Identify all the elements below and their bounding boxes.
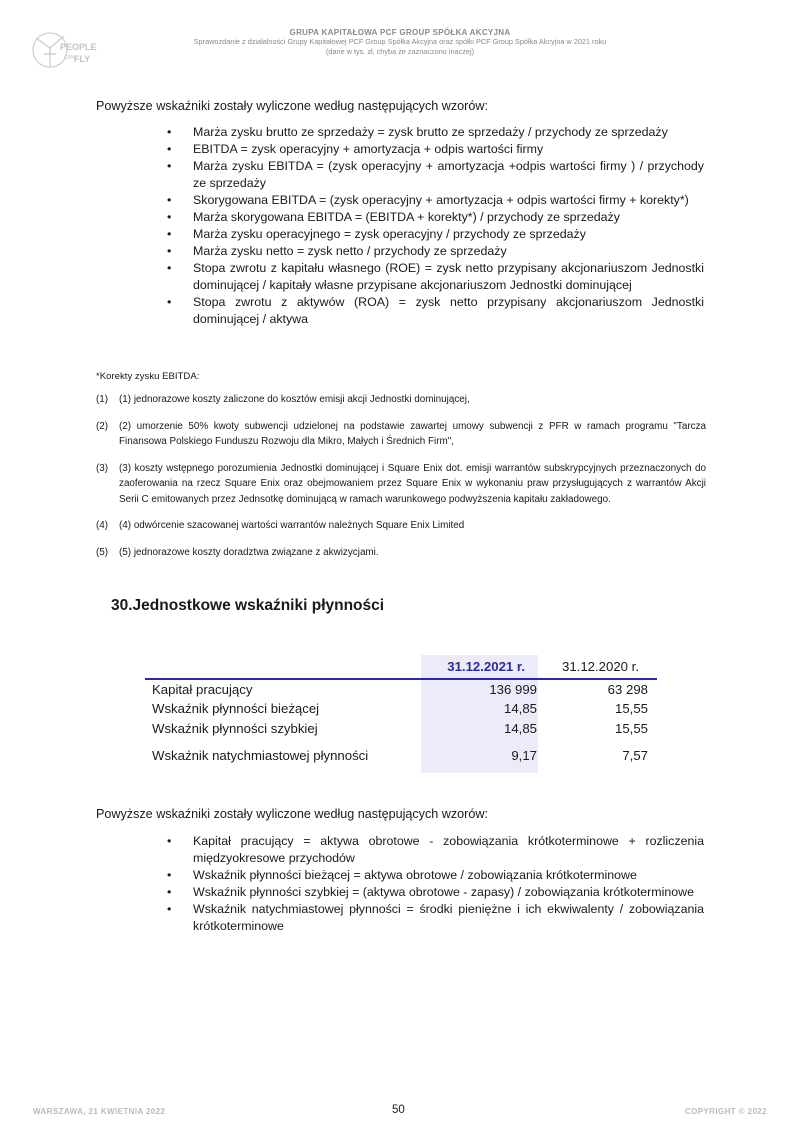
table-row: Wskaźnik płynności bieżącej 14,85 15,55 bbox=[152, 701, 648, 716]
footer-copyright: COPYRIGHT © 2022 bbox=[684, 1107, 767, 1116]
page-number: 50 bbox=[392, 1104, 405, 1116]
table-header-row bbox=[145, 659, 657, 677]
footnote-item: (5) (5) jednorazowe koszty doradztwa związane z akwizycjami. bbox=[96, 546, 379, 558]
table-row: Kapitał pracujący 136 999 63 298 bbox=[152, 682, 648, 697]
list-item: • Wskaźnik natychmiastowej płynności = środki pieniężne i ich ekwiwalenty / zobowiązania krótkoterminowe bbox=[163, 901, 704, 935]
section-heading: 30.Jednostkowe wskaźniki płynności bbox=[111, 597, 385, 614]
svg-text:PEOPLE: PEOPLE bbox=[60, 42, 97, 52]
liquidity-table bbox=[145, 655, 657, 775]
table-row: Wskaźnik płynności szybkiej 14,85 15,55 bbox=[152, 721, 648, 736]
list-item: • Marża zysku brutto ze sprzedaży = zysk brutto ze sprzedaży / przychody ze sprzedaży bbox=[163, 124, 704, 141]
footnotes-list bbox=[96, 392, 706, 571]
people-can-fly-logo bbox=[30, 26, 97, 80]
svg-text:FLY: FLY bbox=[74, 54, 91, 64]
formulas-list-1 bbox=[163, 124, 704, 328]
header-rule bbox=[145, 678, 657, 680]
list-item: • Wskaźnik płynności bieżącej = aktywa obrotowe / zobowiązania krótkoterminowe bbox=[163, 867, 704, 884]
footnote-item: (3) (3) koszty wstępnego porozumienia Jednostki dominującej i Square Enix dot. emisji warrantów subskrypcyjnych przeznaczonych do zaoferowania na rzecz Square Enix oraz obejmowaniem przez Square Enix w wykonaniu praw przysługujących z warrantów Akcji Serii C emitowanych przez Jednsotkę dominującą w ramach warunkowego podwyższenia kapitału zakładowego. bbox=[96, 462, 706, 505]
list-item: • Marża zysku operacyjnego = zysk operacyjny / przychody ze sprzedaży bbox=[163, 226, 704, 243]
list-item: • Stopa zwrotu z kapitału własnego (ROE) = zysk netto przypisany akcjonariuszom Jednostki dominującej / kapitały własne przypisane akcjonariuszom Jednostki dominującej bbox=[163, 260, 704, 294]
list-item: • Stopa zwrotu z aktywów (ROA) = zysk netto przypisany akcjonariuszom Jednostki dominującej / aktywa bbox=[163, 294, 704, 328]
column-header-2020: 31.12.2020 r. bbox=[562, 659, 639, 674]
header-subtitle: Sprawozdanie z działalności Grupy Kapitałowej PCF Group Spółka Akcyjna oraz spółki PCF Group Spółka Akcyjna w 2021 roku bbox=[193, 37, 607, 46]
footnote-item: (1) (1) jednorazowe koszty zaliczone do kosztów emisji akcji Jednostki dominującej, bbox=[96, 394, 470, 405]
column-header-2021: 31.12.2021 r. bbox=[447, 659, 525, 674]
list-item: • Marża zysku EBITDA = (zysk operacyjny + amortyzacja +odpis wartości firmy ) / przychody ze sprzedaży bbox=[163, 158, 704, 192]
table-row: Wskaźnik natychmiastowej płynności 9,17 7,57 bbox=[152, 748, 648, 763]
footnotes-title: *Korekty zysku EBITDA: bbox=[96, 371, 200, 382]
svg-text:CAN: CAN bbox=[64, 55, 75, 61]
list-item: • Skorygowana EBITDA = (zysk operacyjny + amortyzacja + odpis wartości firmy + korekty*) bbox=[163, 192, 704, 209]
formulas-intro-2: Powyższe wskaźniki zostały wyliczone według następujących wzorów: bbox=[96, 807, 488, 821]
footnote-item: (2) (2) umorzenie 50% kwoty subwencji udzielonej na podstawie zawartej umowy subwencji z PFR w ramach programu "Tarcza Finansowa Polskiego Funduszu Rozwoju dla Mikro, Małych i Średnich Firm", bbox=[96, 420, 706, 447]
list-item: • Wskaźnik płynności szybkiej = (aktywa obrotowe - zapasy) / zobowiązania krótkoterminowe bbox=[163, 884, 704, 901]
footnote-item: (4) (4) odwórcenie szacowanej wartości warrantów należnych Square Enix Limited bbox=[96, 520, 465, 531]
list-item: • Marża zysku netto = zysk netto / przychody ze sprzedaży bbox=[163, 243, 704, 260]
formulas-intro-1: Powyższe wskaźniki zostały wyliczone według następujących wzorów: bbox=[96, 99, 488, 113]
formulas-list-2 bbox=[163, 833, 704, 935]
footer-date: WARSZAWA, 21 KWIETNIA 2022 bbox=[33, 1107, 166, 1116]
header-title: GRUPA KAPITAŁOWA PCF GROUP SPÓŁKA AKCYJNA bbox=[289, 28, 511, 37]
list-item: • EBITDA = zysk operacyjny + amortyzacja + odpis wartości firmy bbox=[163, 141, 704, 158]
list-item: • Marża skorygowana EBITDA = (EBITDA + korekty*) / przychody ze sprzedaży bbox=[163, 209, 704, 226]
header-note: (dane w tys. zł, chyba że zaznaczono inaczej) bbox=[325, 47, 475, 56]
page-header bbox=[0, 0, 800, 70]
list-item: • Kapitał pracujący = aktywa obrotowe - zobowiązania krótkoterminowe + rozliczenia międzyokresowe przychodów bbox=[163, 833, 704, 867]
